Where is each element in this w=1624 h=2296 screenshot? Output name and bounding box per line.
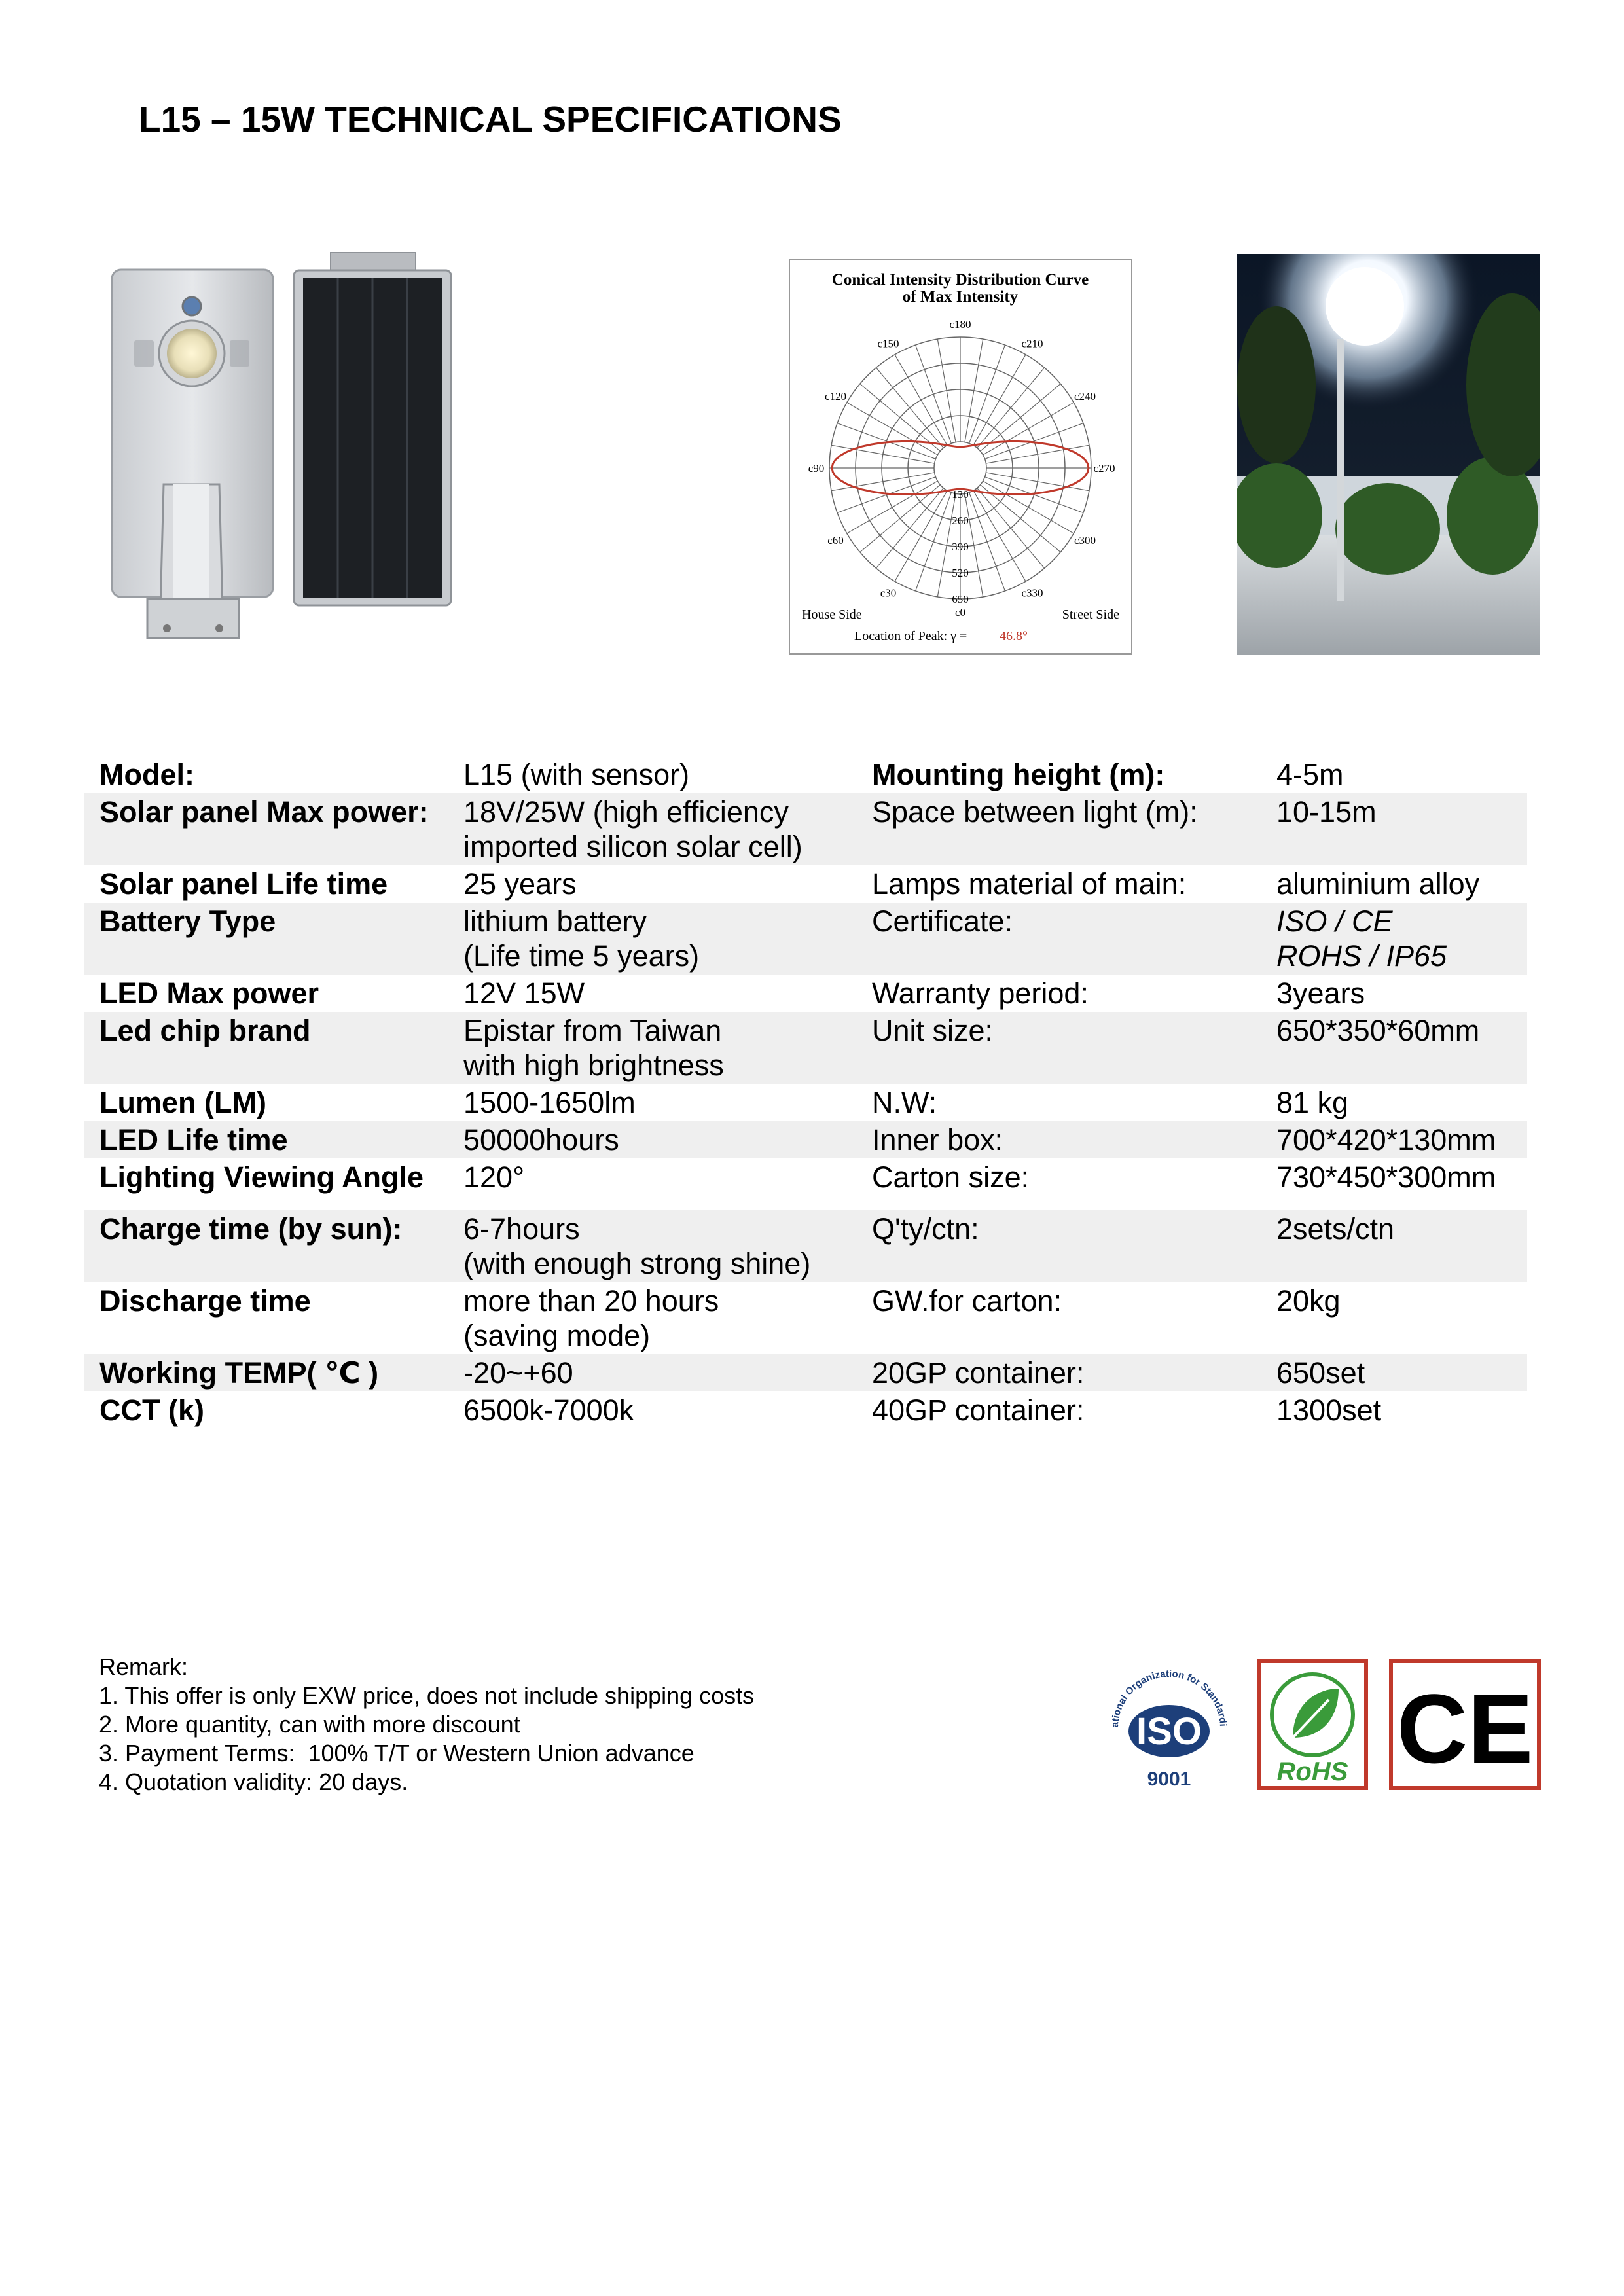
table-row <box>84 1084 1527 1121</box>
spec-label <box>84 1210 448 1282</box>
spec-label-2 <box>856 1084 1261 1121</box>
rohs-logo <box>1257 1659 1368 1790</box>
spec-value-text: (saving mode) <box>463 1319 651 1352</box>
spec-label-2 <box>856 1012 1261 1084</box>
spec-label <box>84 1012 448 1084</box>
spec-label-text: Charge time (by sun): <box>99 1212 403 1246</box>
iso-arc-text: ational Organization for Standardi <box>1109 1668 1229 1728</box>
spec-value-2 <box>1261 756 1527 793</box>
spec-label-2-text: 20GP container: <box>872 1356 1085 1390</box>
ce-logo <box>1389 1659 1541 1790</box>
spec-label-text: Working TEMP( ℃ ) <box>99 1356 379 1390</box>
table-row <box>84 1012 1527 1084</box>
spec-value-2-text: ROHS / IP65 <box>1276 939 1447 973</box>
spec-value-2-text: 4-5m <box>1276 758 1344 791</box>
lamp-front-image <box>108 268 278 655</box>
spec-label-2 <box>856 1158 1261 1196</box>
angle-label: c300 <box>1074 534 1096 547</box>
spec-label-2-text: Unit size: <box>872 1014 994 1047</box>
spec-table <box>84 756 1527 1429</box>
remark-item: 4. Quotation validity: 20 days. <box>99 1768 408 1795</box>
spec-label-2-text: 40GP container: <box>872 1393 1085 1427</box>
spec-value-text: 50000hours <box>463 1123 619 1157</box>
spec-value <box>448 1121 856 1158</box>
spec-label-2 <box>856 1121 1261 1158</box>
house-side-label: House Side <box>802 607 862 622</box>
spec-label-2-text: Carton size: <box>872 1160 1030 1194</box>
spec-value <box>448 975 856 1012</box>
spec-value-2-text: 1300set <box>1276 1393 1382 1427</box>
remarks-heading: Remark: <box>99 1653 189 1680</box>
angle-label: c180 <box>949 318 971 331</box>
spec-label-2-text: Q'ty/ctn: <box>872 1212 979 1246</box>
spec-label-text: LED Max power <box>99 977 319 1010</box>
radial-value-label: 390 <box>952 541 969 553</box>
spec-label-text: CCT (k) <box>99 1393 204 1427</box>
spec-value-text: 120° <box>463 1160 525 1194</box>
spec-value-2 <box>1261 865 1527 903</box>
table-row <box>84 1391 1527 1429</box>
table-spacer <box>84 1196 1527 1210</box>
spec-label-2-text: Lamps material of main: <box>872 867 1187 901</box>
spec-value-2-text: 10-15m <box>1276 795 1377 829</box>
spec-value-text: L15 (with sensor) <box>463 758 690 791</box>
spec-label <box>84 1354 448 1391</box>
spec-label-text: Battery Type <box>99 905 276 938</box>
spec-label <box>84 1391 448 1429</box>
spec-value-2 <box>1261 975 1527 1012</box>
spec-label-2 <box>856 1210 1261 1282</box>
spec-value-text: 6-7hours <box>463 1212 580 1246</box>
angle-label: c330 <box>1021 586 1043 600</box>
spec-value-2 <box>1261 1391 1527 1429</box>
spec-value <box>448 1391 856 1429</box>
table-row <box>84 756 1527 793</box>
spec-label-2 <box>856 903 1261 975</box>
spec-value-text: lithium battery <box>463 905 647 938</box>
spec-value-2-text: 20kg <box>1276 1284 1341 1318</box>
angle-label: c0 <box>954 606 966 619</box>
spec-value-2-text: aluminium alloy <box>1276 867 1480 901</box>
angle-label: c270 <box>1093 462 1115 475</box>
angle-label: c90 <box>808 462 825 475</box>
table-row <box>84 865 1527 903</box>
angle-label: c120 <box>824 390 846 403</box>
solar-panel-image <box>291 252 455 609</box>
table-row <box>84 1282 1527 1354</box>
ce-text: CE <box>1396 1674 1534 1784</box>
table-row <box>84 1158 1527 1196</box>
spec-label-text: Led chip brand <box>99 1014 311 1047</box>
angle-label: c150 <box>877 337 899 350</box>
spec-label-text: Solar panel Max power: <box>99 795 429 829</box>
spec-label <box>84 1084 448 1121</box>
spec-value <box>448 903 856 975</box>
spec-value-2-text: 3years <box>1276 977 1365 1010</box>
spec-label-2 <box>856 1391 1261 1429</box>
spec-value-2 <box>1261 1012 1527 1084</box>
spec-label-2 <box>856 1354 1261 1391</box>
spec-value-2 <box>1261 1084 1527 1121</box>
spec-label-2 <box>856 793 1261 865</box>
spec-label-2-text: N.W: <box>872 1086 937 1119</box>
spec-value-2 <box>1261 793 1527 865</box>
iso-number: 9001 <box>1147 1768 1191 1790</box>
spec-label-2-text: Inner box: <box>872 1123 1003 1157</box>
spec-value <box>448 1012 856 1084</box>
spec-value-text: more than 20 hours <box>463 1284 719 1318</box>
angle-label: c30 <box>880 586 897 600</box>
spec-label <box>84 975 448 1012</box>
curve-title-2: of Max Intensity <box>902 288 1019 306</box>
street-light-photo <box>1237 254 1540 655</box>
remark-item: 2. More quantity, can with more discount <box>99 1711 520 1738</box>
spec-label <box>84 903 448 975</box>
spec-value-2-text: 650*350*60mm <box>1276 1014 1480 1047</box>
street-side-label: Street Side <box>1062 607 1119 622</box>
spec-label <box>84 865 448 903</box>
spec-value-text: 6500k-7000k <box>463 1393 634 1427</box>
spec-label <box>84 756 448 793</box>
spec-value <box>448 1158 856 1196</box>
iso-text: ISO <box>1136 1710 1202 1753</box>
spec-value-text: 12V 15W <box>463 977 585 1010</box>
remarks <box>99 1653 754 1797</box>
spec-value <box>448 1084 856 1121</box>
spec-value-text: 18V/25W (high efficiency imported silicon solar cell) <box>463 795 803 863</box>
spec-value-2 <box>1261 1121 1527 1158</box>
spec-value-2-text: 650set <box>1276 1356 1365 1390</box>
spec-value-text: 25 years <box>463 867 577 901</box>
spec-label-text: Model: <box>99 758 194 791</box>
spec-value-text: (with enough strong shine) <box>463 1247 811 1280</box>
spec-label <box>84 793 448 865</box>
page-title: L15 – 15W TECHNICAL SPECIFICATIONS <box>139 99 842 139</box>
radial-value-label: 520 <box>952 567 969 579</box>
rohs-text: RoHS <box>1276 1757 1348 1786</box>
spec-value-2 <box>1261 903 1527 975</box>
spec-label-2 <box>856 756 1261 793</box>
spec-label <box>84 1121 448 1158</box>
spec-label-text: LED Life time <box>99 1123 288 1157</box>
radial-value-label: 650 <box>952 593 969 605</box>
spec-label <box>84 1158 448 1196</box>
spec-value <box>448 865 856 903</box>
intensity-distribution-curve <box>789 259 1132 655</box>
table-row <box>84 1354 1527 1391</box>
table-row <box>84 903 1527 975</box>
spec-value-2-text: ISO / CE <box>1276 905 1393 938</box>
peak-value: 46.8° <box>1000 629 1028 643</box>
spec-value-2-text: 81 kg <box>1276 1086 1349 1119</box>
table-row <box>84 1210 1527 1282</box>
spec-label-2-text: Mounting height (m): <box>872 758 1165 791</box>
spec-label-2 <box>856 975 1261 1012</box>
spec-label-2 <box>856 865 1261 903</box>
iso-logo <box>1098 1656 1239 1797</box>
table-row <box>84 1121 1527 1158</box>
spec-label-text: Discharge time <box>99 1284 311 1318</box>
spec-value <box>448 1210 856 1282</box>
table-row <box>84 793 1527 865</box>
spec-label-2-text: GW.for carton: <box>872 1284 1062 1318</box>
peak-label: Location of Peak: γ = <box>854 629 967 643</box>
spec-value <box>448 1282 856 1354</box>
angle-label: c210 <box>1021 337 1043 350</box>
spec-label-2-text: Certificate: <box>872 905 1013 938</box>
spec-value-text: Epistar from Taiwan <box>463 1014 722 1047</box>
spec-value-2 <box>1261 1282 1527 1354</box>
spec-label <box>84 1282 448 1354</box>
table-row <box>84 975 1527 1012</box>
spec-label-2-text: Space between light (m): <box>872 795 1198 829</box>
spec-label-text: Lighting Viewing Angle <box>99 1160 424 1194</box>
spec-value-2-text: 730*450*300mm <box>1276 1160 1496 1194</box>
radial-value-label: 260 <box>952 514 969 527</box>
angle-label: c240 <box>1074 390 1096 403</box>
remark-item: 1. This offer is only EXW price, does not include shipping costs <box>99 1682 755 1709</box>
radial-value-label: 130 <box>952 488 969 501</box>
spec-label-2-text: Warranty period: <box>872 977 1089 1010</box>
spec-value-text: -20~+60 <box>463 1356 573 1390</box>
spec-value <box>448 1354 856 1391</box>
spec-value-text: with high brightness <box>463 1049 724 1082</box>
spec-value-2-text: 2sets/ctn <box>1276 1212 1395 1246</box>
spec-value-2-text: 700*420*130mm <box>1276 1123 1496 1157</box>
spec-value-2 <box>1261 1210 1527 1282</box>
angle-label: c60 <box>827 534 844 547</box>
spec-value <box>448 793 856 865</box>
spec-value <box>448 756 856 793</box>
spec-value-text: 1500-1650lm <box>463 1086 636 1119</box>
spec-label-text: Solar panel Life time <box>99 867 388 901</box>
remark-item: 3. Payment Terms: 100% T/T or Western Union advance <box>99 1740 695 1767</box>
spec-value-2 <box>1261 1158 1527 1196</box>
spec-value-2 <box>1261 1354 1527 1391</box>
spec-label-2 <box>856 1282 1261 1354</box>
curve-title-1: Conical Intensity Distribution Curve <box>831 271 1089 289</box>
spec-value-text: (Life time 5 years) <box>463 939 700 973</box>
spec-label-text: Lumen (LM) <box>99 1086 266 1119</box>
